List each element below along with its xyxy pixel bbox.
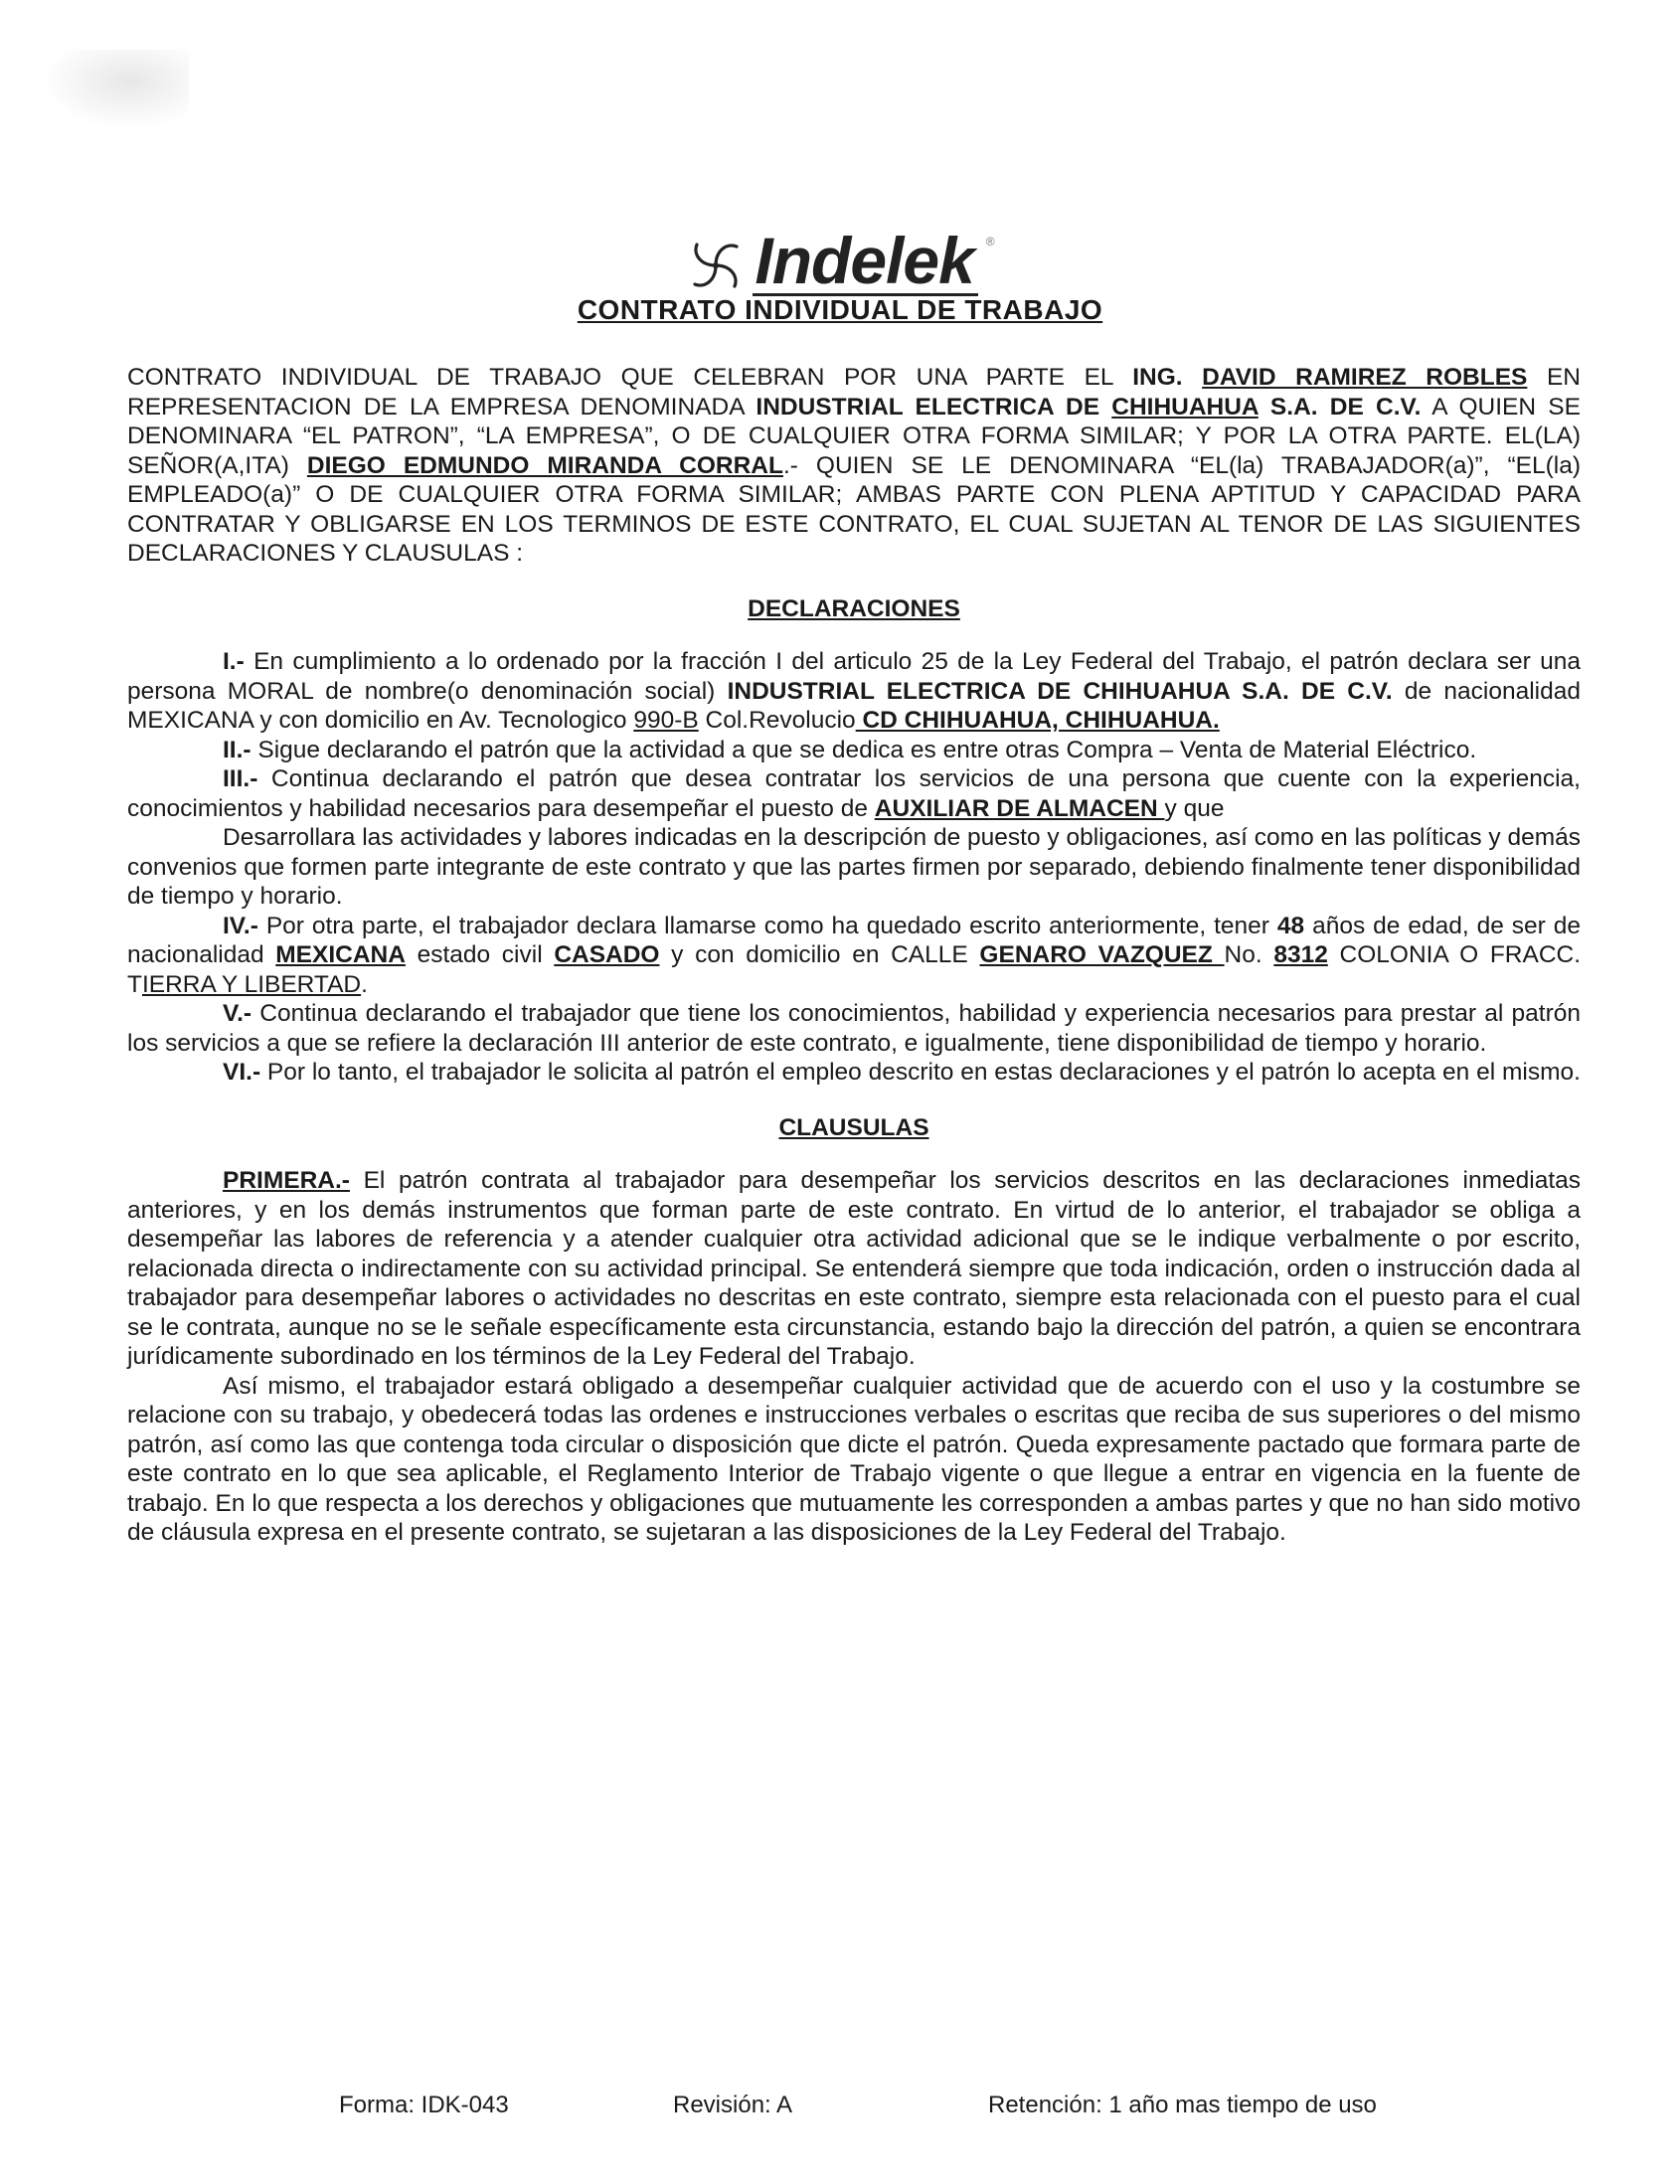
decl-text: de nacionalidad MEXICANA y con domicilio en Av. Tecnologico	[127, 677, 1581, 734]
pinwheel-logo-icon	[685, 235, 747, 296]
company-logo	[0, 207, 1680, 296]
intro-paragraph	[127, 363, 1581, 569]
company-suffix: S.A. DE C.V.	[1258, 393, 1422, 420]
company-city: CHIHUAHUA	[1111, 393, 1259, 420]
company-name: INDUSTRIAL ELECTRICA DE	[756, 393, 1112, 420]
contract-body	[127, 363, 1581, 1548]
clausula-primera-p2: Así mismo, el trabajador estará obligado a desempeñar cualquier actividad que de acuerdo con el uso y la costumbre se relacione con su trabajo, y obedecerá todas las ordenes e instrucciones verbales o escritas que reciba de sus superiores o del mismo patrón, así como las que contenga toda circular o disposición que dicte el patrón. Queda expresamente pactado que formara parte de este contrato en lo que sea aplicable, el Reglamento Interior de Trabajo vigente o que llegue a entrar en vigencia en la fuente de trabajo. En lo que respecta a los derechos y obligaciones que mutuamente les corresponden a ambas partes y que no han sido motivo de cláusula expresa en el presente contrato, se sujetaran a las disposiciones de la Ley Federal del Trabajo.	[127, 1372, 1581, 1546]
intro-text: EN REPRESENTACION DE LA EMPRESA DENOMINADA	[127, 364, 1581, 420]
employee-nationality: MEXICANA	[275, 941, 406, 968]
declaracion-v	[127, 999, 1581, 1058]
employee-name: DIEGO EDMUNDO MIRANDA CORRAL	[306, 451, 783, 479]
decl-text: Continua declarando el patrón que desea contratar los servicios de una persona que cuente con la experiencia, conocimientos y habilidad necesarios para desempeñar el puesto de	[127, 765, 1581, 822]
decl-text: Por otra parte, el trabajador declara llamarse como ha quedado escrito anteriormente, tener	[257, 912, 1277, 939]
employer-city: CD CHIHUAHUA, CHIHUAHUA.	[855, 707, 1220, 734]
decl-number: VI.-	[223, 1059, 261, 1086]
decl-text: No.	[1224, 941, 1274, 968]
decl-number: IV.-	[223, 912, 258, 939]
declaracion-iii-continued: Desarrollara las actividades y labores indicadas en la descripción de puesto y obligaciones, así como en las políticas y demás convenios que formen parte integrante de este contrato y que las partes firmen por separado, debiendo finalmente tener disponibilidad de tiempo y horario.	[127, 824, 1581, 910]
employee-street: GENARO VAZQUEZ	[979, 941, 1225, 968]
decl-text: y que	[1164, 794, 1225, 822]
clausula-primera	[127, 1166, 1581, 1372]
decl-number: I.-	[223, 648, 245, 675]
employee-marital-status: CASADO	[554, 941, 660, 968]
document-footer	[0, 2092, 1680, 2131]
decl-text: Sigue declarando el patrón que la actividad a que se dedica es entre otras Compra – Venta de Material Eléctrico.	[251, 736, 1477, 763]
employee-street-number: 8312	[1273, 941, 1328, 968]
footer-revision: Revisión: A	[673, 2092, 793, 2118]
intro-text: CONTRATO INDIVIDUAL DE TRABAJO QUE CELEBRAN POR UNA PARTE EL	[127, 364, 1133, 391]
intro-text: .- QUIEN SE LE DENOMINARA “EL(la) TRABAJADOR(a)”, “EL(la) EMPLEADO(a)” O DE CUALQUIER OTRA FORMA SIMILAR; AMBAS PARTE CON PLENA APTITUD Y CAPACIDAD PARA CONTRATAR Y OBLIGARSE EN LOS TERMINOS DE ESTE CONTRATO, EL CUAL SUJETAN AL TENOR DE LAS SIGUIENTES DECLARACIONES Y CLAUSULAS :	[127, 451, 1581, 567]
decl-number: II.-	[223, 736, 252, 763]
registered-mark: ®	[985, 235, 995, 249]
address-number: 990-B	[633, 707, 699, 734]
clausulas-heading: CLAUSULAS	[778, 1113, 929, 1141]
footer-retention: Retención: 1 año mas tiempo de uso	[988, 2092, 1377, 2118]
clause-text: El patrón contrata al trabajador para desempeñar los servicios descritos en las declaraciones inmediatas anteriores, y en los demás instrumentos que forman parte de este contrato. En virtud de lo anterior, el trabajador se obliga a desempeñar las labores de referencia y a atender cualquier otra actividad adicional que se le indique verbalmente o por escrito, relacionada directa o indirectamente con su actividad principal. Se entenderá siempre que toda indicación, orden o instrucción dada al trabajador para desempeñar labores o actividades no descritas en este contrato, siempre esta relacionada con el puesto para el cual se le contrata, aunque no se le señale específicamente esta circunstancia, estando bajo la dirección del patrón, a quien se encontrara jurídicamente subordinado en los términos de la Ley Federal del Trabajo.	[127, 1167, 1581, 1370]
logo-wordmark: Indelek	[753, 228, 977, 296]
declaracion-ii	[127, 736, 1581, 765]
intro-text: A QUIEN SE DENOMINARA “EL PATRON”, “LA EMPRESA”, O DE CUALQUIER OTRA FORMA SIMILAR; Y POR LA OTRA PARTE. EL(LA) SEÑOR(A,ITA)	[127, 393, 1581, 479]
decl-text: COLONIA O FRACC. T	[127, 941, 1582, 998]
employee-age: 48	[1276, 912, 1305, 939]
footer-form: Forma: IDK-043	[339, 2092, 509, 2118]
clause-number: PRIMERA.-	[223, 1167, 350, 1194]
employer-legal-name: INDUSTRIAL ELECTRICA DE CHIHUAHUA S.A. DE C.V.	[727, 677, 1393, 705]
decl-text: Col.Revolucio	[698, 707, 856, 734]
decl-text: años de edad, de ser de nacionalidad	[127, 912, 1581, 968]
decl-number: V.-	[223, 1000, 252, 1027]
declaracion-vi	[127, 1058, 1581, 1088]
decl-text: En cumplimiento a lo ordenado por la fracción I del articulo 25 de la Ley Federal del Trabajo, el patrón declara ser una persona MORAL de nombre(o denominación social)	[127, 648, 1581, 705]
decl-text: Continua declarando el trabajador que tiene los conocimientos, habilidad y experiencia necesarios para prestar al patrón los servicios a que se refiere la declaración III anterior de este contrato, e igualmente, tiene disponibilidad de tiempo y horario.	[127, 1000, 1581, 1057]
decl-text: .	[361, 970, 368, 998]
declaracion-i	[127, 647, 1581, 736]
declaracion-iii	[127, 764, 1581, 823]
declaraciones-heading: DECLARACIONES	[748, 594, 960, 622]
decl-text: estado civil	[405, 941, 555, 968]
document-title: CONTRATO INDIVIDUAL DE TRABAJO	[577, 294, 1103, 325]
decl-text: Por lo tanto, el trabajador le solicita al patrón el empleo descrito en estas declaraciones y el patrón lo acepta en el mismo.	[260, 1059, 1581, 1086]
scan-artifact	[40, 50, 189, 129]
employer-rep-name: DAVID RAMIREZ ROBLES	[1202, 364, 1528, 391]
decl-number: III.-	[223, 765, 258, 792]
declaracion-iv	[127, 912, 1581, 1000]
employee-colonia: IERRA Y LIBERTAD	[141, 970, 362, 998]
decl-text: y con domicilio en CALLE	[659, 941, 980, 968]
job-title: AUXILIAR DE ALMACEN	[874, 794, 1165, 822]
employer-rep-title: ING.	[1132, 364, 1203, 391]
